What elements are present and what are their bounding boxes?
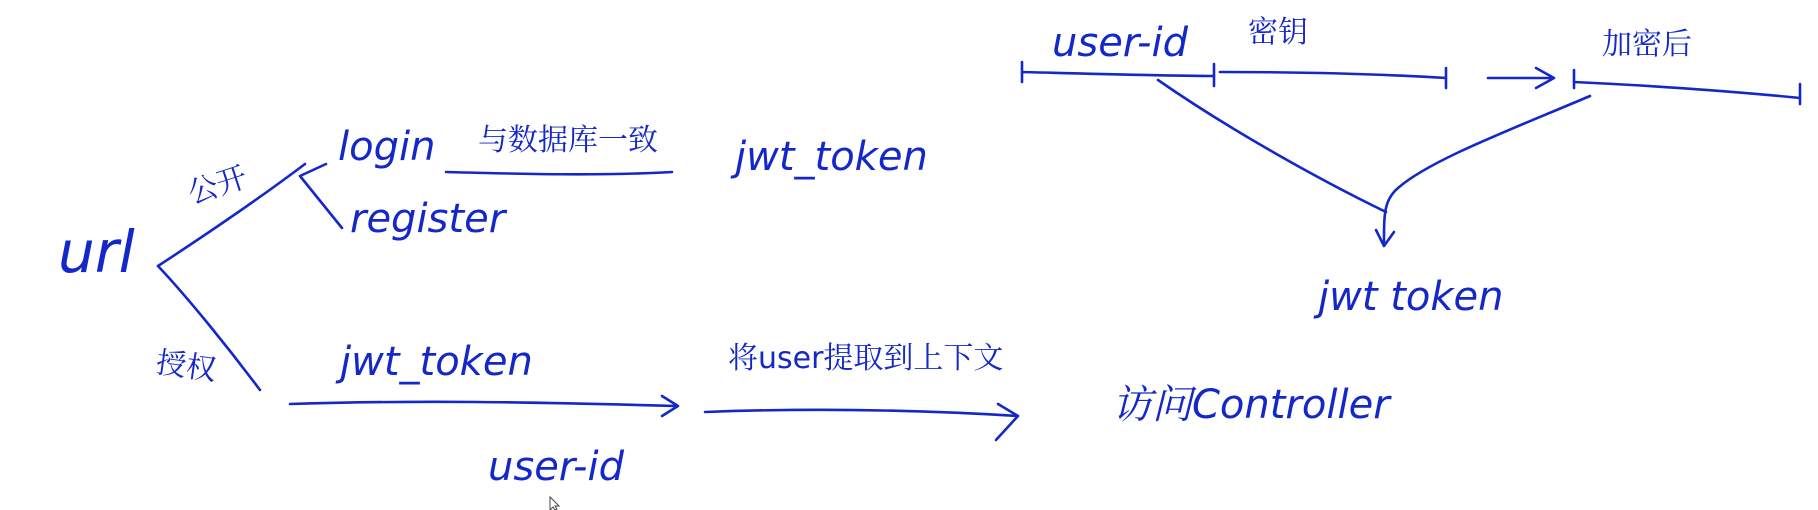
register-label: register [350, 196, 506, 242]
auth-branch-label: 授权 [153, 345, 219, 389]
user-id-extract-label: user-id [488, 444, 624, 490]
jwt-token-result-label: jwt token [1318, 274, 1504, 320]
mouse-pointer-icon [550, 497, 559, 510]
url-root-label: url [58, 218, 135, 286]
login-label: login [338, 124, 436, 170]
public-fork-bracket [300, 164, 342, 228]
context-arrow-line [705, 410, 1018, 416]
extract-arrow-line [290, 402, 676, 406]
userid-segment-label: user-id [1052, 20, 1188, 66]
converge-line-left [1158, 80, 1386, 212]
salt-segment-label: 密钥 [1248, 15, 1308, 50]
public-result-label: jwt_token [735, 134, 928, 180]
public-branch-label: 公开 [183, 159, 252, 212]
encrypted-segment-bar [1574, 70, 1800, 104]
encrypt-arrow [1488, 68, 1554, 88]
encrypted-segment-label: 加密后 [1602, 27, 1692, 62]
salt-segment-bar [1220, 68, 1446, 88]
auth-input-label: jwt_token [340, 339, 533, 385]
context-label: 将user提取到上下文 [728, 341, 1004, 376]
controller-label: 访问Controller [1112, 382, 1390, 428]
converge-line-right [1384, 96, 1590, 242]
db-check-line [446, 172, 672, 174]
db-check-label: 与数据库一致 [478, 123, 658, 158]
context-arrow-head [996, 404, 1018, 440]
